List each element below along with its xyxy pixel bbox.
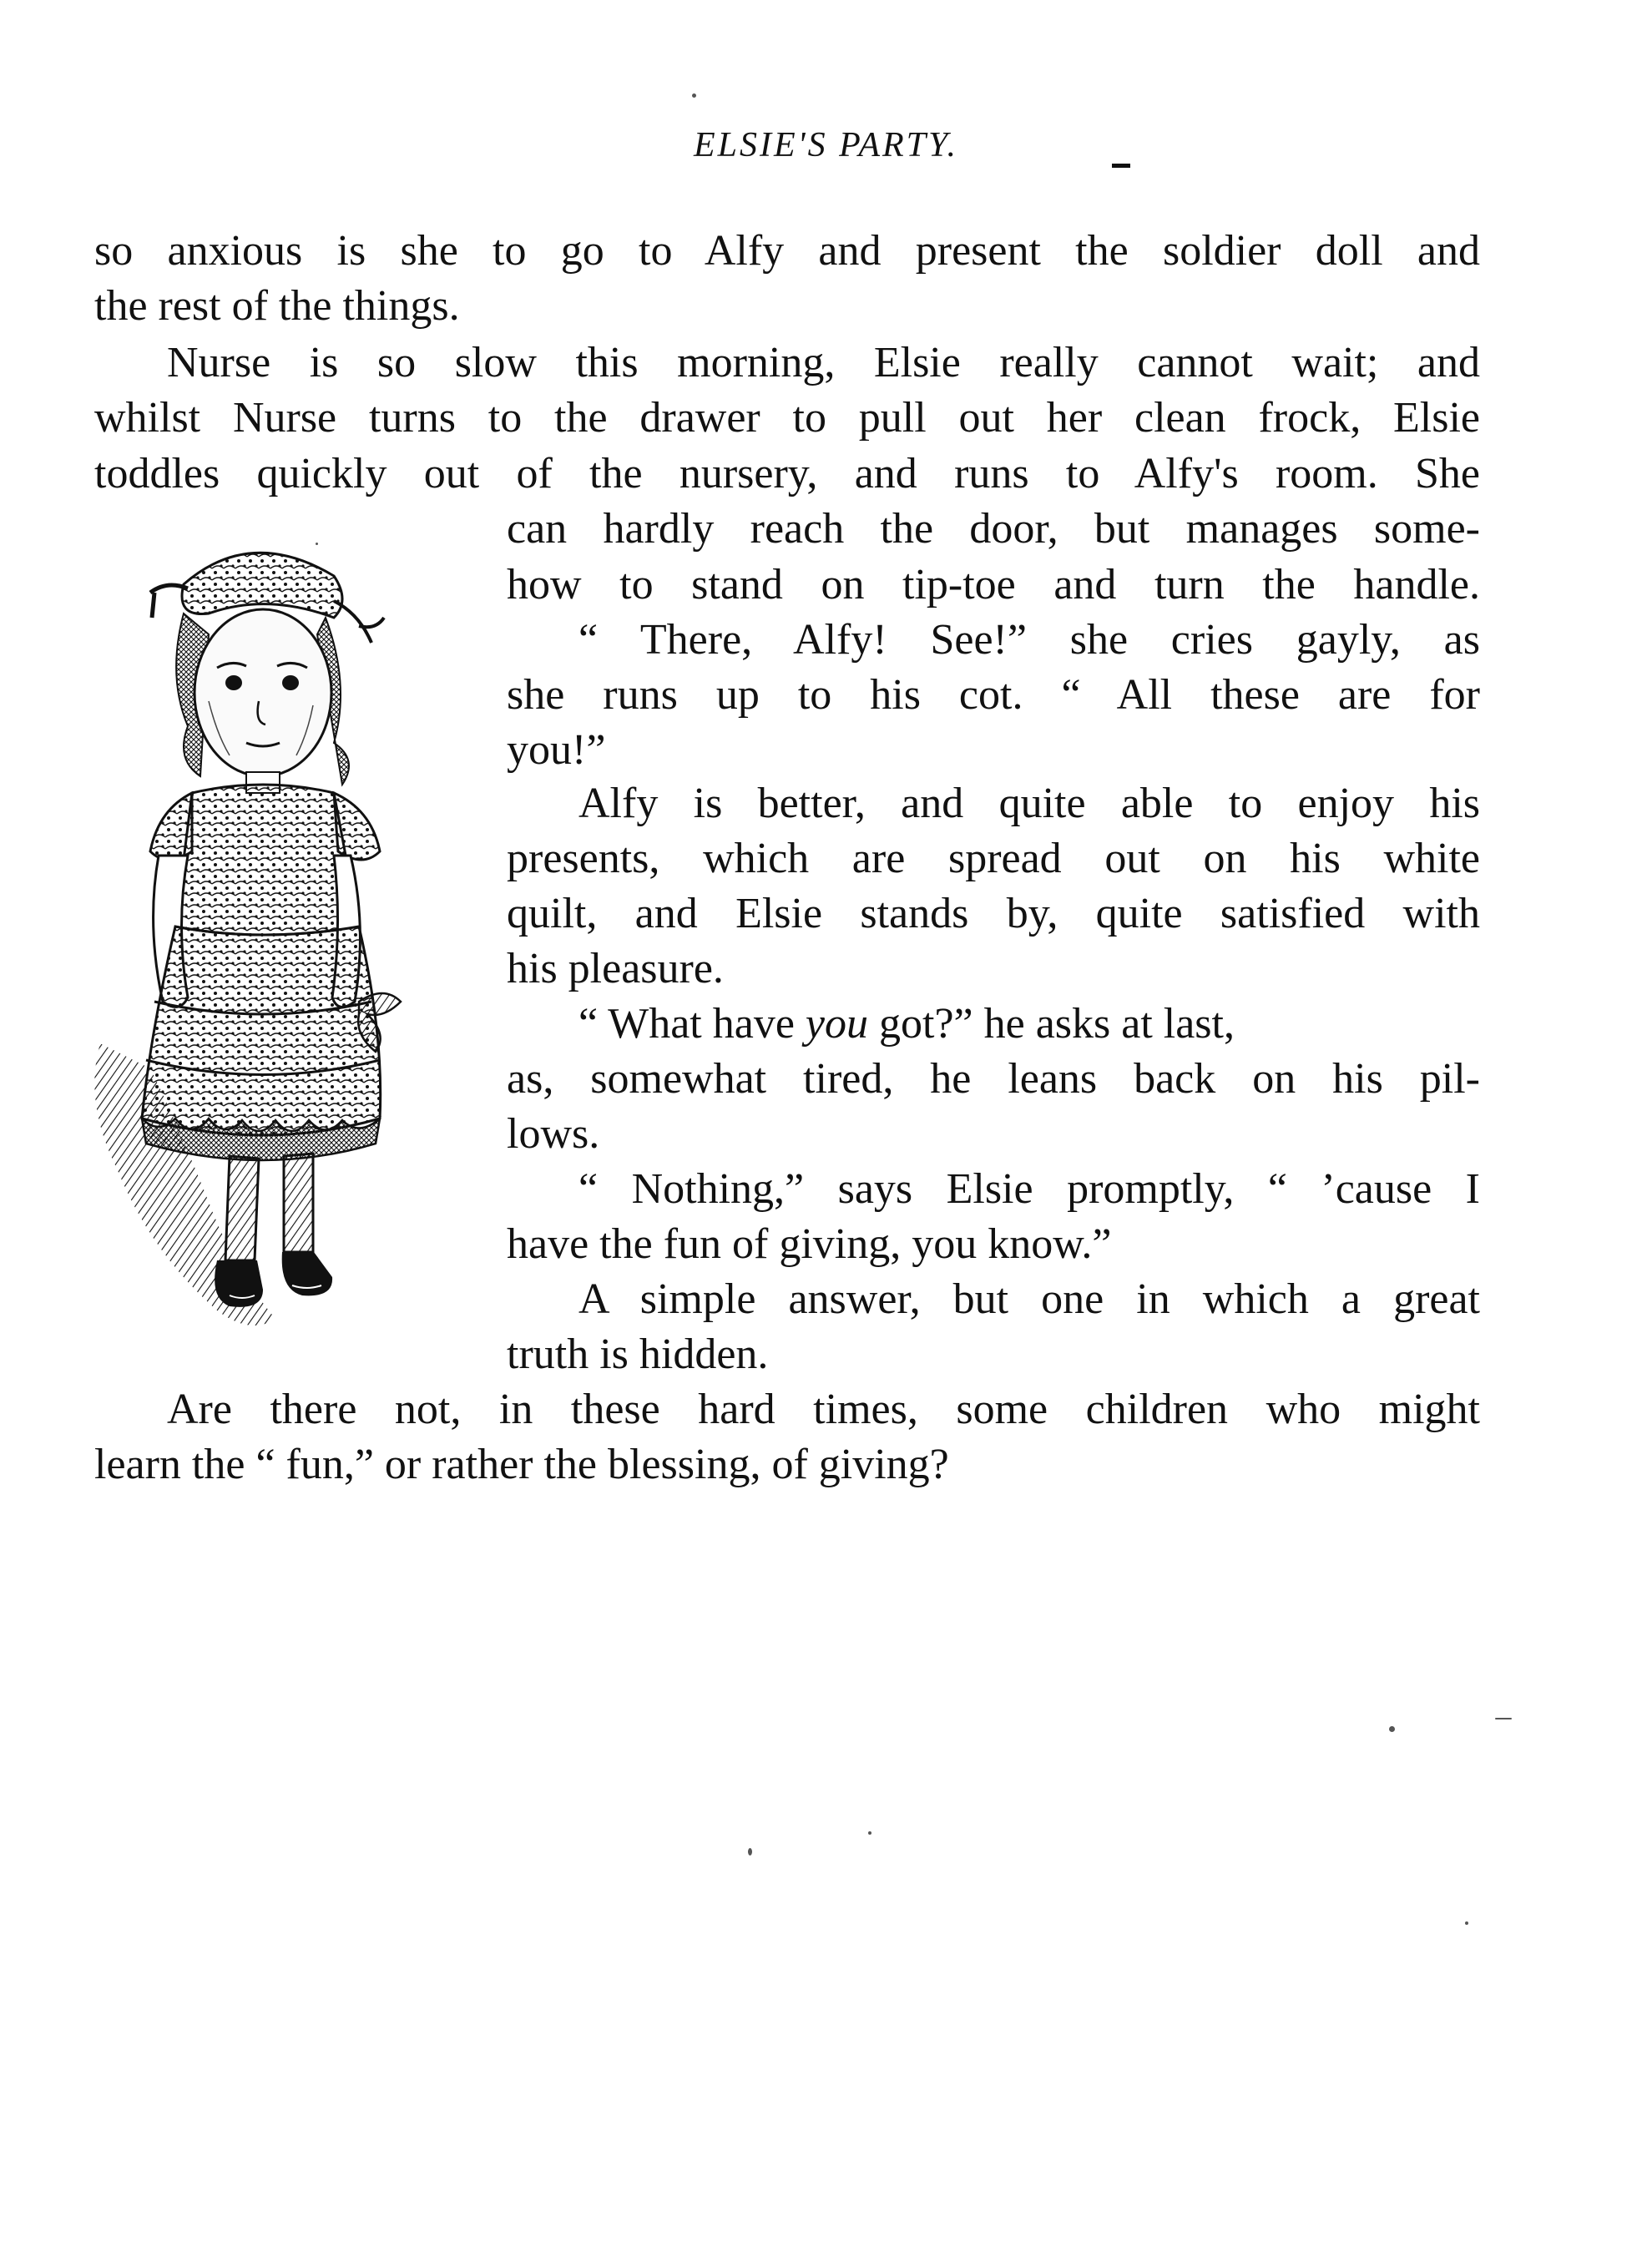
text-line: learn the “ fun,” or rather the blessing, of giving? [94, 1441, 949, 1488]
text-line: have the fun of giving, you know.” [507, 1220, 1112, 1268]
text-line: toddles quickly out of the nursery, and runs to Alfy's room. She [94, 450, 1480, 497]
text-line: you!” [507, 726, 606, 774]
text-line: how to stand on tip-toe and turn the handle. [507, 561, 1480, 608]
text-line [578, 997, 1480, 1052]
running-head-mark [1112, 164, 1130, 168]
print-speck [1465, 1921, 1468, 1925]
text-segment: “ What have [578, 1000, 806, 1048]
text-line: quilt, and Elsie stands by, quite satisfied with [507, 890, 1480, 937]
print-speck [1389, 1726, 1395, 1732]
text-line: whilst Nurse turns to the drawer to pull out her clean frock, Elsie [94, 394, 1480, 442]
text-line: the rest of the things. [94, 282, 460, 330]
print-speck [692, 93, 696, 98]
text-line: she runs up to his cot. “ All these are for [507, 671, 1480, 719]
text-line: “ Nothing,” says Elsie promptly, “ ’cause I [578, 1165, 1480, 1213]
text-line: presents, which are spread out on his white [507, 835, 1480, 882]
text-line: truth is hidden. [507, 1331, 769, 1378]
text-line: Nurse is so slow this morning, Elsie really cannot wait; and [167, 339, 1480, 386]
emphasis: you [805, 1000, 869, 1048]
text-line: so anxious is she to go to Alfy and present the soldier doll and [94, 227, 1480, 275]
girl-illustration [83, 534, 451, 1361]
text-line: as, somewhat tired, he leans back on his pil- [507, 1055, 1480, 1103]
text-line: “ There, Alfy! See!” she cries gayly, as [578, 616, 1480, 664]
text-line: Are there not, in these hard times, some children who might [167, 1386, 1480, 1433]
print-speck [1495, 1718, 1512, 1719]
text-line: Alfy is better, and quite able to enjoy his [578, 780, 1480, 827]
print-speck [316, 543, 318, 545]
print-speck [748, 1848, 752, 1856]
text-line: A simple answer, but one in which a great [578, 1275, 1480, 1323]
running-head: ELSIE'S PARTY. [693, 126, 959, 164]
text-line: lows. [507, 1110, 600, 1158]
text-segment: got?” he asks at last, [868, 1000, 1235, 1048]
text-line: can hardly reach the door, but manages some- [507, 505, 1480, 553]
print-speck [868, 1831, 871, 1835]
text-line: his pleasure. [507, 945, 724, 992]
